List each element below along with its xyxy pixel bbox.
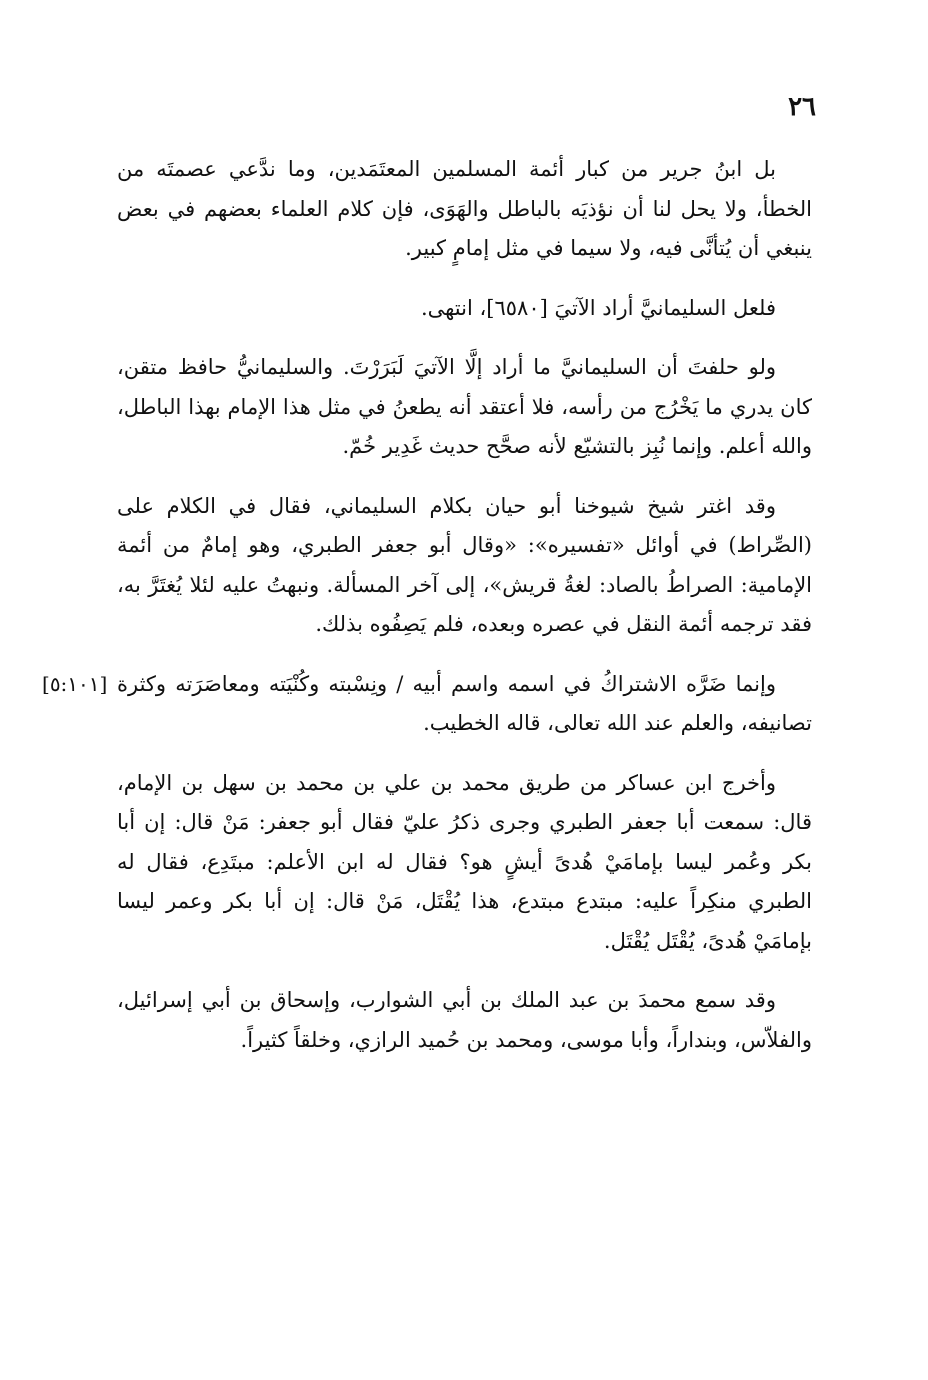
paragraph-1: بل ابنُ جرير من كبار أئمة المسلمين المعتَمَدين، وما ندَّعي عصمتَه من الخطأ، ولا يحل لنا أن نؤذيَه بالباطل والهَوَى، فإن كلام العلماء بعضهم في بعض ينبغي أن يُتأنَّى فيه، ولا سيما في مثل إمامٍ كبير.: [117, 157, 812, 260]
paragraph-3: ولو حلفتَ أن السليمانيَّ ما أراد إلَّا الآتيَ لَبَرَرْتَ. والسليمانيُّ حافظ متقن، كان يدري ما يَخْرُج من رأسه، فلا أعتقد أنه يطعنُ في مثل هذا الإمام بهذا الباطل، والله أعلم. وإنما نُبِز بالتشيّع لأنه صحَّح حديث غَدِير خُمّ.: [117, 355, 812, 458]
paragraph-4: وقد اغتر شيخ شيوخنا أبو حيان بكلام السليماني، فقال في الكلام على (الصِّراط) في أوائل «تفسيره»: «وقال أبو جعفر الطبري، وهو إمامٌ من أئمة الإمامية: الصراطُ بالصاد: لغةُ قريش»، إلى آخر المسألة. ونبهتُ عليه لئلا يُغتَرَّ به، فقد ترجمه أئمة النقل في عصره وبعده، فلم يَصِفُوه بذلك.: [117, 493, 812, 636]
paragraph-2: فلعل السليمانيَّ أراد الآتيَ [٦٥٨٠]، انتهى.: [420, 295, 776, 320]
body-text: [42, 150, 812, 1060]
paragraph-6: وأخرج ابن عساكر من طريق محمد بن علي بن محمد بن سهل بن الإمام، قال: سمعت أبا جعفر الطبري وجرى ذكرُ عليّ فقال أبو جعفر: مَنْ قال: إن أبا بكر وعُمر ليسا بإمامَيْ هُدىً أيشٍ هو؟ فقال له ابن الأعلم: مبتَدِع، فقال له الطبري منكِراً عليه: مبتدع مبتدع، هذا يُقْتَل، مَنْ قال: إن أبا بكر وعمر ليسا بإمامَيْ هُدىً، يُقْتَل يُقْتَل.: [117, 770, 812, 953]
paragraph-5: وإنما ضَرَّه الاشتراكُ في اسمه واسم أبيه / ونِسْبته وكُنْيَته ومعاصَرَته وكثرة تصانيفه، والعلم عند الله تعالى، قاله الخطيب.: [117, 671, 812, 735]
margin-reference: [٥:١٠١]: [42, 671, 108, 696]
paragraph-5-row: [42, 665, 812, 744]
page-number: ٢٦: [788, 92, 816, 122]
paragraph-7: وقد سمع محمدَ بن عبد الملك بن أبي الشوارب، وإسحاق بن أبي إسرائيل، والفلاّس، وبنداراً، وأبا موسى، ومحمد بن حُميد الرازي، وخلقاً كثيراً.: [117, 988, 812, 1052]
